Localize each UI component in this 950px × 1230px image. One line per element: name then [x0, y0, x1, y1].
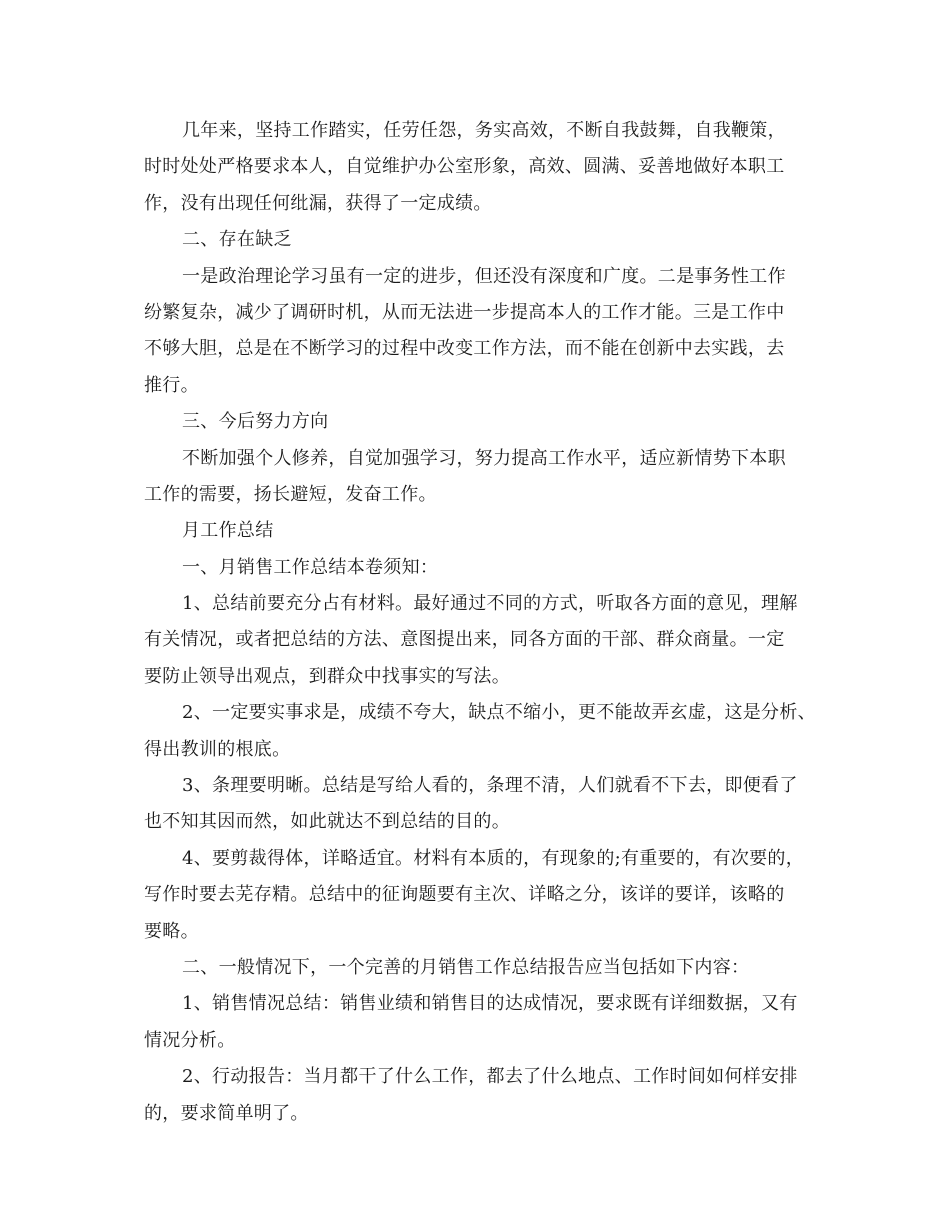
- text-line: 要略。: [144, 920, 199, 942]
- text-line: 写作时要去芜存精。总结中的征询题要有主次、详略之分，该详的要详，该略的: [144, 884, 785, 906]
- text-line: 几年来，坚持工作踏实，任劳任怨，务实高效，不断自我鼓舞，自我鞭策，: [182, 120, 786, 141]
- text-line: 工作的需要，扬长避短，发奋工作。: [144, 483, 437, 505]
- text-line: 月工作总结: [182, 520, 274, 542]
- text-line: 1、销售情况总结：销售业绩和销售目的达成情况，要求既有详细数据，又有: [182, 993, 798, 1015]
- text-line: 一、月销售工作总结本卷须知：: [182, 556, 439, 578]
- text-line: 2、一定要实事求是，成绩不夸大，缺点不缩小，更不能故弄玄虚，这是分析、: [182, 702, 816, 724]
- text-line: 三、今后努力方向: [182, 411, 329, 433]
- text-line: 纷繁复杂，减少了调研时机，从而无法进一步提高本人的工作才能。三是工作中: [144, 301, 785, 323]
- text-line: 不断加强个人修养，自觉加强学习，努力提高工作水平，适应新情势下本职: [182, 447, 786, 469]
- text-line: 二、一般情况下，一个完善的月销售工作总结报告应当包括如下内容：: [182, 956, 750, 978]
- text-line: 二、存在缺乏: [182, 229, 292, 251]
- text-line: 情况分析。: [144, 1029, 236, 1051]
- text-line: 作，没有出现任何纰漏，获得了一定成绩。: [144, 192, 492, 214]
- text-line: 时时处处严格要求本人，自觉维护办公室形象，高效、圆满、妥善地做好本职工: [144, 156, 785, 178]
- text-line: 4、要剪裁得体，详略适宜。材料有本质的，有现象的;有重要的，有次要的，: [182, 847, 805, 869]
- text-line: 3、条理要明晰。总结是写给人看的，条理不清，人们就看不下去，即便看了: [182, 775, 798, 797]
- text-line: 也不知其因而然，如此就达不到总结的目的。: [144, 811, 510, 833]
- text-line: 推行。: [144, 374, 199, 396]
- text-line: 2、行动报告：当月都干了什么工作，都去了什么地点、工作时间如何样安排: [182, 1066, 798, 1088]
- text-line: 1、总结前要充分占有材料。最好通过不同的方式，听取各方面的意见，理解: [182, 593, 798, 615]
- text-line: 不够大胆，总是在不断学习的过程中改变工作方法，而不能在创新中去实践，去: [144, 338, 785, 360]
- text-line: 一是政治理论学习虽有一定的进步，但还没有深度和广度。二是事务性工作: [182, 265, 786, 287]
- text-line: 要防止领导出观点，到群众中找事实的写法。: [144, 665, 510, 687]
- text-line: 的，要求简单明了。: [144, 1102, 309, 1124]
- document-body: [144, 113, 824, 1132]
- text-line: 得出教训的根底。: [144, 738, 291, 760]
- text-line: 有关情况，或者把总结的方法、意图提出来，同各方面的干部、群众商量。一定: [144, 629, 785, 651]
